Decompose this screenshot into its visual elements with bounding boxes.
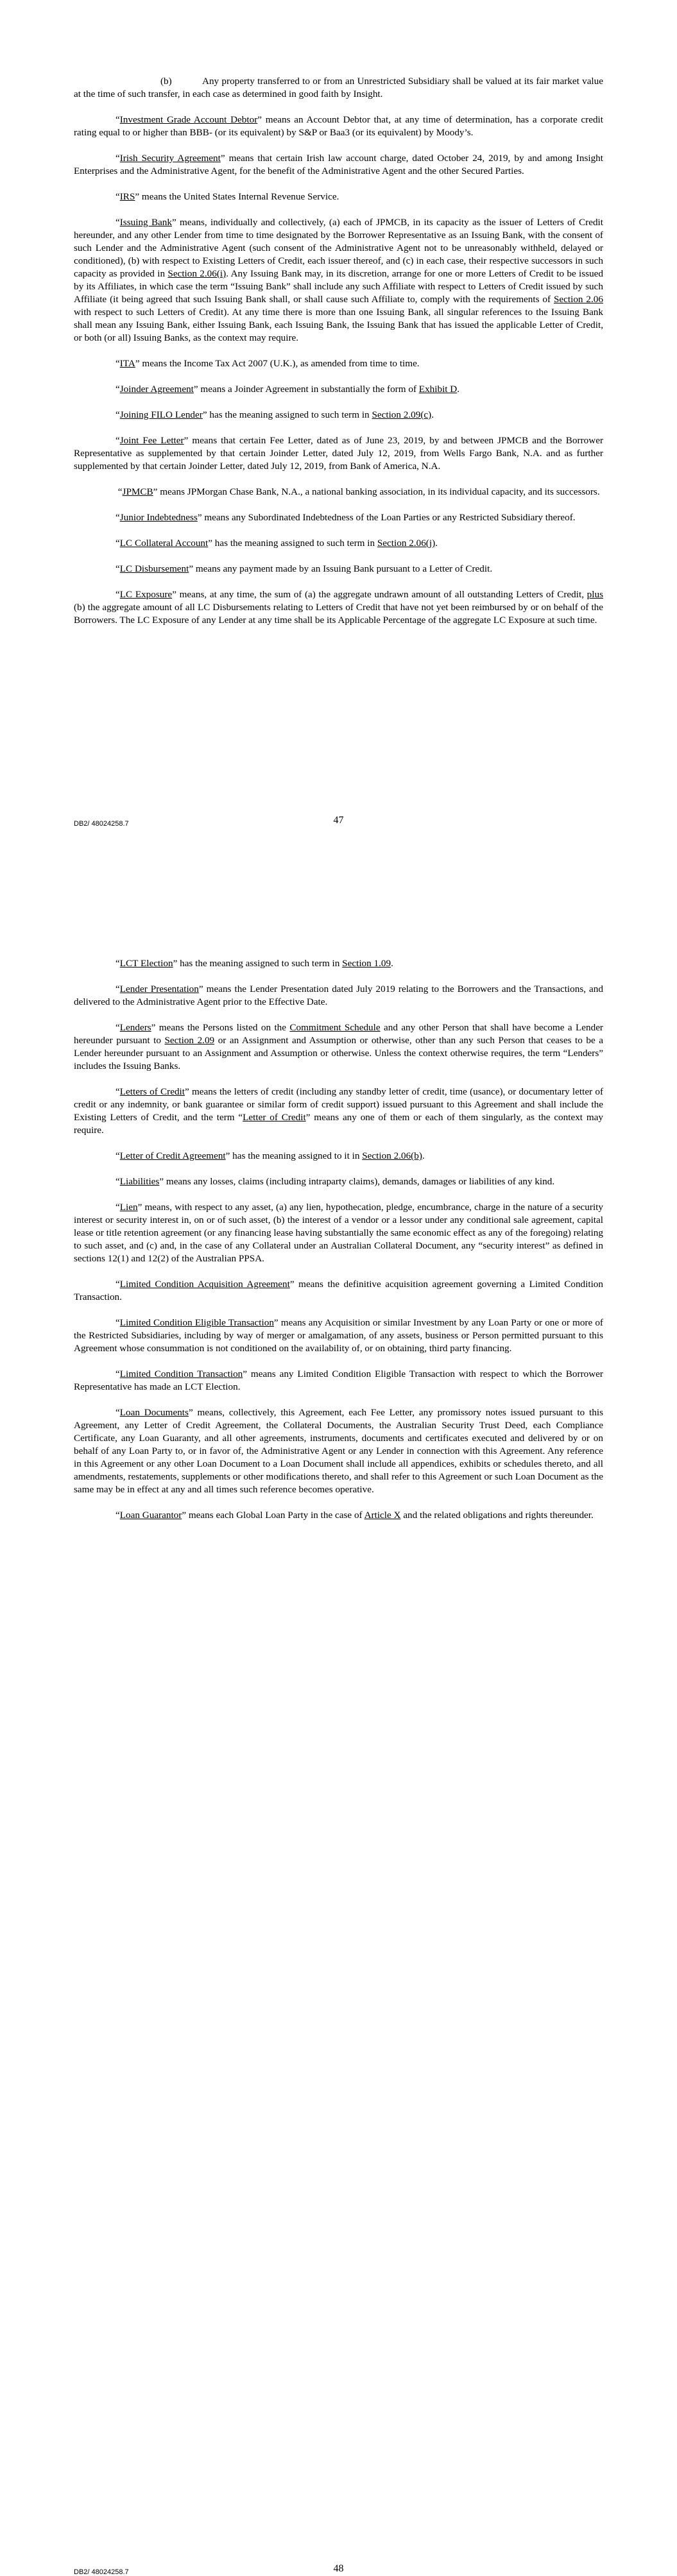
definition-text: ” means an Account Debtor that, at any time of determination, has a corporate credit rating equal to or higher than BBB- (or its equivalent) by S&P or Baa3 (or its equivalent) by Moody’s. xyxy=(74,114,603,138)
definition-text: ” means any one of them or each of them singularly, as the context may require. xyxy=(74,1112,604,1136)
definition-limited-condition-eligible-transaction: “Limited Condition Eligible Transaction” means any Acquisition or similar Investment by any Loan Party or one or more of the Restricted Subsidiaries, including by way of merger or amalgamation, of any assets, business or Person permitted pursuant to this Agreement whose consummation is not conditioned on the availability of, or on obtaining, third party financing. xyxy=(74,1317,603,1354)
definition-text: ” means, individually and collectively, (a) each of JPMCB, in its capacity as the issuer of Letters of Credit hereunder, and any other Lender from time to time designated by the Borrower Representative as an Issuing Bank, with the consent of such Lender and the Administrative Agent (such consent of the Administrative Agent not to be unreasonably withheld, delayed or conditioned), (b) with respect to Existing Letters of Credit, each issuer thereof, and (c) in each case, their respective successors in such capacity as provided in xyxy=(74,217,603,279)
defined-term: Joining FILO Lender xyxy=(119,409,203,420)
defined-term: JPMCB xyxy=(122,486,153,497)
definition-text: ” has the meaning assigned to such term in xyxy=(208,538,377,549)
cross-reference: Section 2.06(j) xyxy=(377,538,436,549)
definition-text: ” means that certain Fee Letter, dated as of June 23, 2019, by and between JPMCB and the Borrower Representative as supplemented by that certain Joinder Letter, dated July 12, 2019, from Wells Fargo Bank, N.A. and as further supplemented by that certain Joinder Letter, dated July 12, 2019, from Bank of America, N.A. xyxy=(74,435,603,472)
definition-loan-documents: “Loan Documents” means, collectively, this Agreement, each Fee Letter, any promissory notes issued pursuant to this Agreement, any Letter of Credit Agreement, the Collateral Documents, the Australian Security Trust Deed, each Compliance Certificate, any Loan Guaranty, and all other agreements, instruments, documents and certificates executed and delivered by or on behalf of any Loan Party to, or in favor of, the Administrative Agent or any Lender in connection with this Agreement. Any reference in this Agreement or any other Loan Document to a Loan Document shall include all appendices, exhibits or schedules thereto, and all amendments, restatements, supplements or other modifications thereto, and shall refer to this Agreement or such Loan Document as the same may be in effect at any and all times such reference becomes operative. xyxy=(74,1407,603,1495)
defined-term: Loan Documents xyxy=(119,1407,189,1418)
defined-term: Limited Condition Eligible Transaction xyxy=(119,1317,274,1328)
cross-reference: Section 1.09 xyxy=(342,958,391,969)
defined-term: Loan Guarantor xyxy=(119,1510,182,1521)
clause-b xyxy=(74,75,603,101)
definition-loan-guarantor: “Loan Guarantor” means each Global Loan Party in the case of Article X and the related obligations and rights thereunder. xyxy=(116,1510,594,1521)
cross-reference: Article X xyxy=(364,1510,401,1521)
defined-term: LC Collateral Account xyxy=(119,538,209,549)
definition-text: ” has the meaning assigned to it in xyxy=(225,1150,363,1161)
defined-term: LCT Election xyxy=(119,958,173,969)
definition-letters-of-credit: “Letters of Credit” means the letters of credit (including any standby letter of credit, time (usance), or documentary letter of credit or any indemnity, or bank guarantee or similar form of credit support) issued pursuant to this Agreement and shall include the Existing Letters of Credit, and the term “Letter of Credit” means any one of them or each of them singularly, as the context may require. xyxy=(74,1086,604,1136)
definition-text: ” means any Limited Condition Eligible Transaction with respect to which the Borrower Representative has made an LCT Election. xyxy=(74,1369,603,1392)
page-47-body xyxy=(74,75,603,640)
definition-lc-disbursement: “LC Disbursement” means any payment made by an Issuing Bank pursuant to a Letter of Credit. xyxy=(116,563,493,574)
definition-text: ” means the definitive acquisition agreement governing a Limited Condition Transaction. xyxy=(74,1279,603,1302)
definition-lien: “Lien” means, with respect to any asset, (a) any lien, hypothecation, pledge, encumbrance, charge in the nature of a security interest or security interest in, on or of such asset, (b) the interest of a vendor or a lessor under any conditional sale agreement, capital lease or title retention agreement (or any financing lease having substantially the same economic effect as any of the foregoing) relating to such asset, and (c) and, in the case of any Collateral under an Australian Collateral Document, any “security interest” as defined in sections 12(1) and 12(2) of the Australian PPSA. xyxy=(74,1202,603,1264)
cross-reference: Section 2.06(i) xyxy=(167,268,227,279)
definition-text: with respect to such Letters of Credit). At any time there is more than one Issuing Bank, all singular references to the Issuing Bank shall mean any Issuing Bank, either Issuing Bank, each Issuing Bank, the Issuing Bank that has issued the applicable Letter of Credit, or both (or all) Issuing Banks, as the context may require. xyxy=(74,307,603,343)
definition-lenders: “Lenders” means the Persons listed on the Commitment Schedule and any other Person that shall have become a Lender hereunder pursuant to Section 2.09 or an Assignment and Assumption or otherwise, other than any such Person that ceases to be a Lender hereunder pursuant to an Assignment and Assumption or otherwise. Unless the context otherwise requires, the term “Lenders” includes the Issuing Banks. xyxy=(74,1022,603,1071)
page-48 xyxy=(0,876,677,2576)
clause-text: Any property transferred to or from an Unrestricted Subsidiary shall be valued at its fair market value at the time of such transfer, in each case as determined in good faith by Insight. xyxy=(74,76,603,99)
definition-text: ” means any Acquisition or similar Investment by any Loan Party or one or more of the Restricted Subsidiaries, including by way of merger or amalgamation, of any assets, business or Person permitted pursuant to this Agreement whose consummation is not conditioned on the availability of, or on obtaining, third party financing. xyxy=(74,1317,603,1354)
page-number: 48 xyxy=(333,2563,344,2574)
definition-text: ” means that certain Irish law account charge, dated October 24, 2019, by and among Insight Enterprises and the Administrative Agent, for the benefit of the Administrative Agent and the other Secured Parties. xyxy=(74,153,603,176)
definition-limited-condition-transaction: “Limited Condition Transaction” means any Limited Condition Eligible Transaction with respect to which the Borrower Representative has made an LCT Election. xyxy=(74,1369,603,1392)
definition-joinder-agreement: “Joinder Agreement” means a Joinder Agreement in substantially the form of Exhibit D. xyxy=(116,384,460,395)
definition-letter-of-credit-agreement: “Letter of Credit Agreement” has the meaning assigned to it in Section 2.06(b). xyxy=(116,1150,425,1161)
document-id: DB2/ 48024258.7 xyxy=(74,820,129,828)
definition-text: ” means the Lender Presentation dated July 2019 relating to the Borrowers and the Transactions, and delivered to the Administrative Agent prior to the Effective Date. xyxy=(74,984,603,1007)
definition-text: . xyxy=(435,538,438,549)
cross-reference: Commitment Schedule xyxy=(289,1022,381,1033)
definition-text: . xyxy=(422,1150,425,1161)
definition-text: ” has the meaning assigned to such term in xyxy=(173,958,343,969)
definition-text: ” means any payment made by an Issuing Bank pursuant to a Letter of Credit. xyxy=(189,563,493,574)
page-47 xyxy=(0,0,677,876)
defined-term: Joinder Agreement xyxy=(119,384,194,395)
definition-limited-condition-acquisition-agreement: “Limited Condition Acquisition Agreement” means the definitive acquisition agreement governing a Limited Condition Transaction. xyxy=(74,1279,603,1302)
definition-liabilities: “Liabilities” means any losses, claims (including intraparty claims), demands, damages or liabilities of any kind. xyxy=(116,1176,555,1187)
definition-text: . xyxy=(431,409,434,420)
definition-text: . xyxy=(457,384,460,395)
definition-junior-indebtedness: “Junior Indebtedness” means any Subordinated Indebtedness of the Loan Parties or any Restricted Subsidiary thereof. xyxy=(116,512,576,523)
cross-reference: Section 2.09 xyxy=(164,1035,215,1046)
cross-reference: Exhibit D xyxy=(418,384,458,395)
definition-text: and any other Person that shall have become a Lender hereunder pursuant to xyxy=(74,1022,603,1046)
definition-irs: “IRS” means the United States Internal Revenue Service. xyxy=(116,191,339,202)
definition-lc-collateral-account: “LC Collateral Account” has the meaning assigned to such term in Section 2.06(j). xyxy=(116,538,438,549)
definition-ita: “ITA” means the Income Tax Act 2007 (U.K.), as amended from time to time. xyxy=(116,358,420,369)
defined-term: Letter of Credit Agreement xyxy=(119,1150,226,1161)
page-number: 47 xyxy=(333,815,344,826)
definition-text: ” means the United States Internal Revenue Service. xyxy=(135,191,339,202)
cross-reference: Section 2.06 xyxy=(553,294,603,305)
definition-text: ” means any Subordinated Indebtedness of the Loan Parties or any Restricted Subsidiary thereof. xyxy=(197,512,576,523)
defined-term: Liabilities xyxy=(119,1176,160,1187)
defined-term: Limited Condition Transaction xyxy=(119,1369,243,1379)
definition-text: ” means the Income Tax Act 2007 (U.K.), as amended from time to time. xyxy=(135,358,420,369)
cross-reference: Section 2.06(b) xyxy=(362,1150,422,1161)
definition-joining-filo-lender: “Joining FILO Lender” has the meaning assigned to such term in Section 2.09(c). xyxy=(116,409,434,420)
definition-text: ” means a Joinder Agreement in substantially the form of xyxy=(193,384,419,395)
defined-term: Irish Security Agreement xyxy=(119,153,221,164)
definition-jpmcb: “JPMCB” means JPMorgan Chase Bank, N.A., a national banking association, in its individual capacity, and its successors. xyxy=(116,486,600,497)
definition-text: ” means the letters of credit (including any standby letter of credit, time (usance), or documentary letter of credit or any indemnity, or bank guarantee or similar form of credit support) issued pursuant to this Agreement and shall include the Existing Letters of Credit, and the term “ xyxy=(74,1086,603,1123)
definition-text: ” means each Global Loan Party in the case of xyxy=(182,1510,364,1521)
definition-text: ” means the Persons listed on the xyxy=(151,1022,290,1033)
emphasis-plus: plus xyxy=(587,589,603,600)
definition-text: ” means, collectively, this Agreement, each Fee Letter, any promissory notes issued pursuant to this Agreement, any Letter of Credit Agreement, the Collateral Documents, the Australian Security Trust Deed, each Compliance Certificate, any Loan Guaranty, and all other agreements, instruments, documents and certificates executed and delivered by or on behalf of any Loan Party to, or in favor of, the Administrative Agent or any Lender in connection with this Agreement. Any reference in this Agreement or any other Loan Document to a Loan Document shall include all appendices, exhibits or schedules thereto, and all amendments, restatements, supplements or other modifications thereto, and shall refer to this Agreement or such Loan Document as the same may be in effect at any and all times such reference becomes operative. xyxy=(74,1407,603,1495)
defined-term: ITA xyxy=(119,358,135,369)
definition-text: or an Assignment and Assumption or otherwise, other than any such Person that ceases to be a Lender hereunder pursuant to an Assignment and Assumption or otherwise. Unless the context otherwise requires, the term “Lenders” includes the Issuing Banks. xyxy=(74,1035,603,1071)
definition-lct-election: “LCT Election” has the meaning assigned to such term in Section 1.09. xyxy=(116,958,393,969)
definition-lc-exposure: “LC Exposure” means, at any time, the sum of (a) the aggregate undrawn amount of all outstanding Letters of Credit, plus (b) the aggregate amount of all LC Disbursements relating to Letters of Credit that have not yet been reimbursed by or on behalf of the Borrowers. The LC Exposure of any Lender at any time shall be its Applicable Percentage of the aggregate LC Exposure at such time. xyxy=(74,589,603,626)
cross-reference: Section 2.09(c) xyxy=(372,409,432,420)
definition-text: and the related obligations and rights thereunder. xyxy=(400,1510,594,1521)
defined-term: Joint Fee Letter xyxy=(119,435,184,446)
definition-text: ” means, with respect to any asset, (a) any lien, hypothecation, pledge, encumbrance, charge in the nature of a security interest or security interest in, on or of such asset, (b) the interest of a vendor or a lessor under any conditional sale agreement, capital lease or title retention agreement (or any financing lease having substantially the same economic effect as any of the foregoing) relating to such asset, and (c) and, in the case of any Collateral under an Australian Collateral Document, any “security interest” as defined in sections 12(1) and 12(2) of the Australian PPSA. xyxy=(74,1202,603,1264)
definition-text: ” has the meaning assigned to such term in xyxy=(202,409,372,420)
definition-text: . xyxy=(391,958,393,969)
defined-term: Lenders xyxy=(119,1022,151,1033)
definition-text: ” means any losses, claims (including intraparty claims), demands, damages or liabilities of any kind. xyxy=(159,1176,555,1187)
definition-joint-fee-letter: “Joint Fee Letter” means that certain Fee Letter, dated as of June 23, 2019, by and between JPMCB and the Borrower Representative as supplemented by that certain Joinder Letter, dated July 12, 2019, from Wells Fargo Bank, N.A. and as further supplemented by that certain Joinder Letter, dated July 12, 2019, from Bank of America, N.A. xyxy=(74,435,603,472)
defined-term: Letter of Credit xyxy=(243,1112,306,1123)
defined-term: Issuing Bank xyxy=(119,217,172,228)
defined-term: IRS xyxy=(119,191,135,202)
defined-term: Limited Condition Acquisition Agreement xyxy=(119,1279,290,1290)
definition-issuing-bank: “Issuing Bank” means, individually and collectively, (a) each of JPMCB, in its capacity as the issuer of Letters of Credit hereunder, and any other Lender from time to time designated by the Borrower Representative as an Issuing Bank, with the consent of such Lender and the Administrative Agent (such consent of the Administrative Agent not to be unreasonably withheld, delayed or conditioned), (b) with respect to Existing Letters of Credit, each issuer thereof, and (c) in each case, their respective successors in such capacity as provided in Section 2.06(i). Any Issuing Bank may, in its discretion, arrange for one or more Letters of Credit to be issued by its Affiliates, in which case the term “Issuing Bank” shall include any such Affiliate with respect to Letters of Credit issued by such Affiliate (it being agreed that such Issuing Bank shall, or shall cause such Affiliate to, comply with the requirements of Section 2.06 with respect to such Letters of Credit). At any time there is more than one Issuing Bank, all singular references to the Issuing Bank shall mean any Issuing Bank, either Issuing Bank, each Issuing Bank, the Issuing Bank that has issued the applicable Letter of Credit, or both (or all) Issuing Banks, as the context may require. xyxy=(74,217,604,343)
document-id: DB2/ 48024258.7 xyxy=(74,2568,129,2576)
definition-text: ” means, at any time, the sum of (a) the aggregate undrawn amount of all outstanding Letters of Credit, xyxy=(172,589,587,600)
defined-term: LC Exposure xyxy=(119,589,173,600)
page-48-body xyxy=(74,957,603,1535)
defined-term: Lender Presentation xyxy=(119,984,199,994)
defined-term: Investment Grade Account Debtor xyxy=(119,114,258,125)
clause-label: (b) xyxy=(160,76,172,87)
defined-term: Junior Indebtedness xyxy=(119,512,198,523)
defined-term: LC Disbursement xyxy=(119,563,189,574)
defined-term: Letters of Credit xyxy=(119,1086,185,1097)
definition-text: (b) the aggregate amount of all LC Disbursements relating to Letters of Credit that have not yet been reimbursed by or on behalf of the Borrowers. The LC Exposure of any Lender at any time shall be its Applicable Percentage of the aggregate LC Exposure at such time. xyxy=(74,602,603,626)
definition-text: . Any Issuing Bank may, in its discretion, arrange for one or more Letters of Credit to be issued by its Affiliates, in which case the term “Issuing Bank” shall include any such Affiliate with respect to Letters of Credit issued by such Affiliate (it being agreed that such Issuing Bank shall, or shall cause such Affiliate to, comply with the requirements of xyxy=(74,268,604,305)
definition-lender-presentation: “Lender Presentation” means the Lender Presentation dated July 2019 relating to the Borrowers and the Transactions, and delivered to the Administrative Agent prior to the Effective Date. xyxy=(74,984,603,1007)
definition-text: ” means JPMorgan Chase Bank, N.A., a national banking association, in its individual capacity, and its successors. xyxy=(153,486,600,497)
definition-irish-security-agreement: “Irish Security Agreement” means that certain Irish law account charge, dated October 24, 2019, by and among Insight Enterprises and the Administrative Agent, for the benefit of the Administrative Agent and the other Secured Parties. xyxy=(74,153,603,176)
defined-term: Lien xyxy=(119,1202,138,1213)
definition-investment-grade-account-debtor: “Investment Grade Account Debtor” means an Account Debtor that, at any time of determination, has a corporate credit rating equal to or higher than BBB- (or its equivalent) by S&P or Baa3 (or its equivalent) by Moody’s. xyxy=(74,114,603,138)
